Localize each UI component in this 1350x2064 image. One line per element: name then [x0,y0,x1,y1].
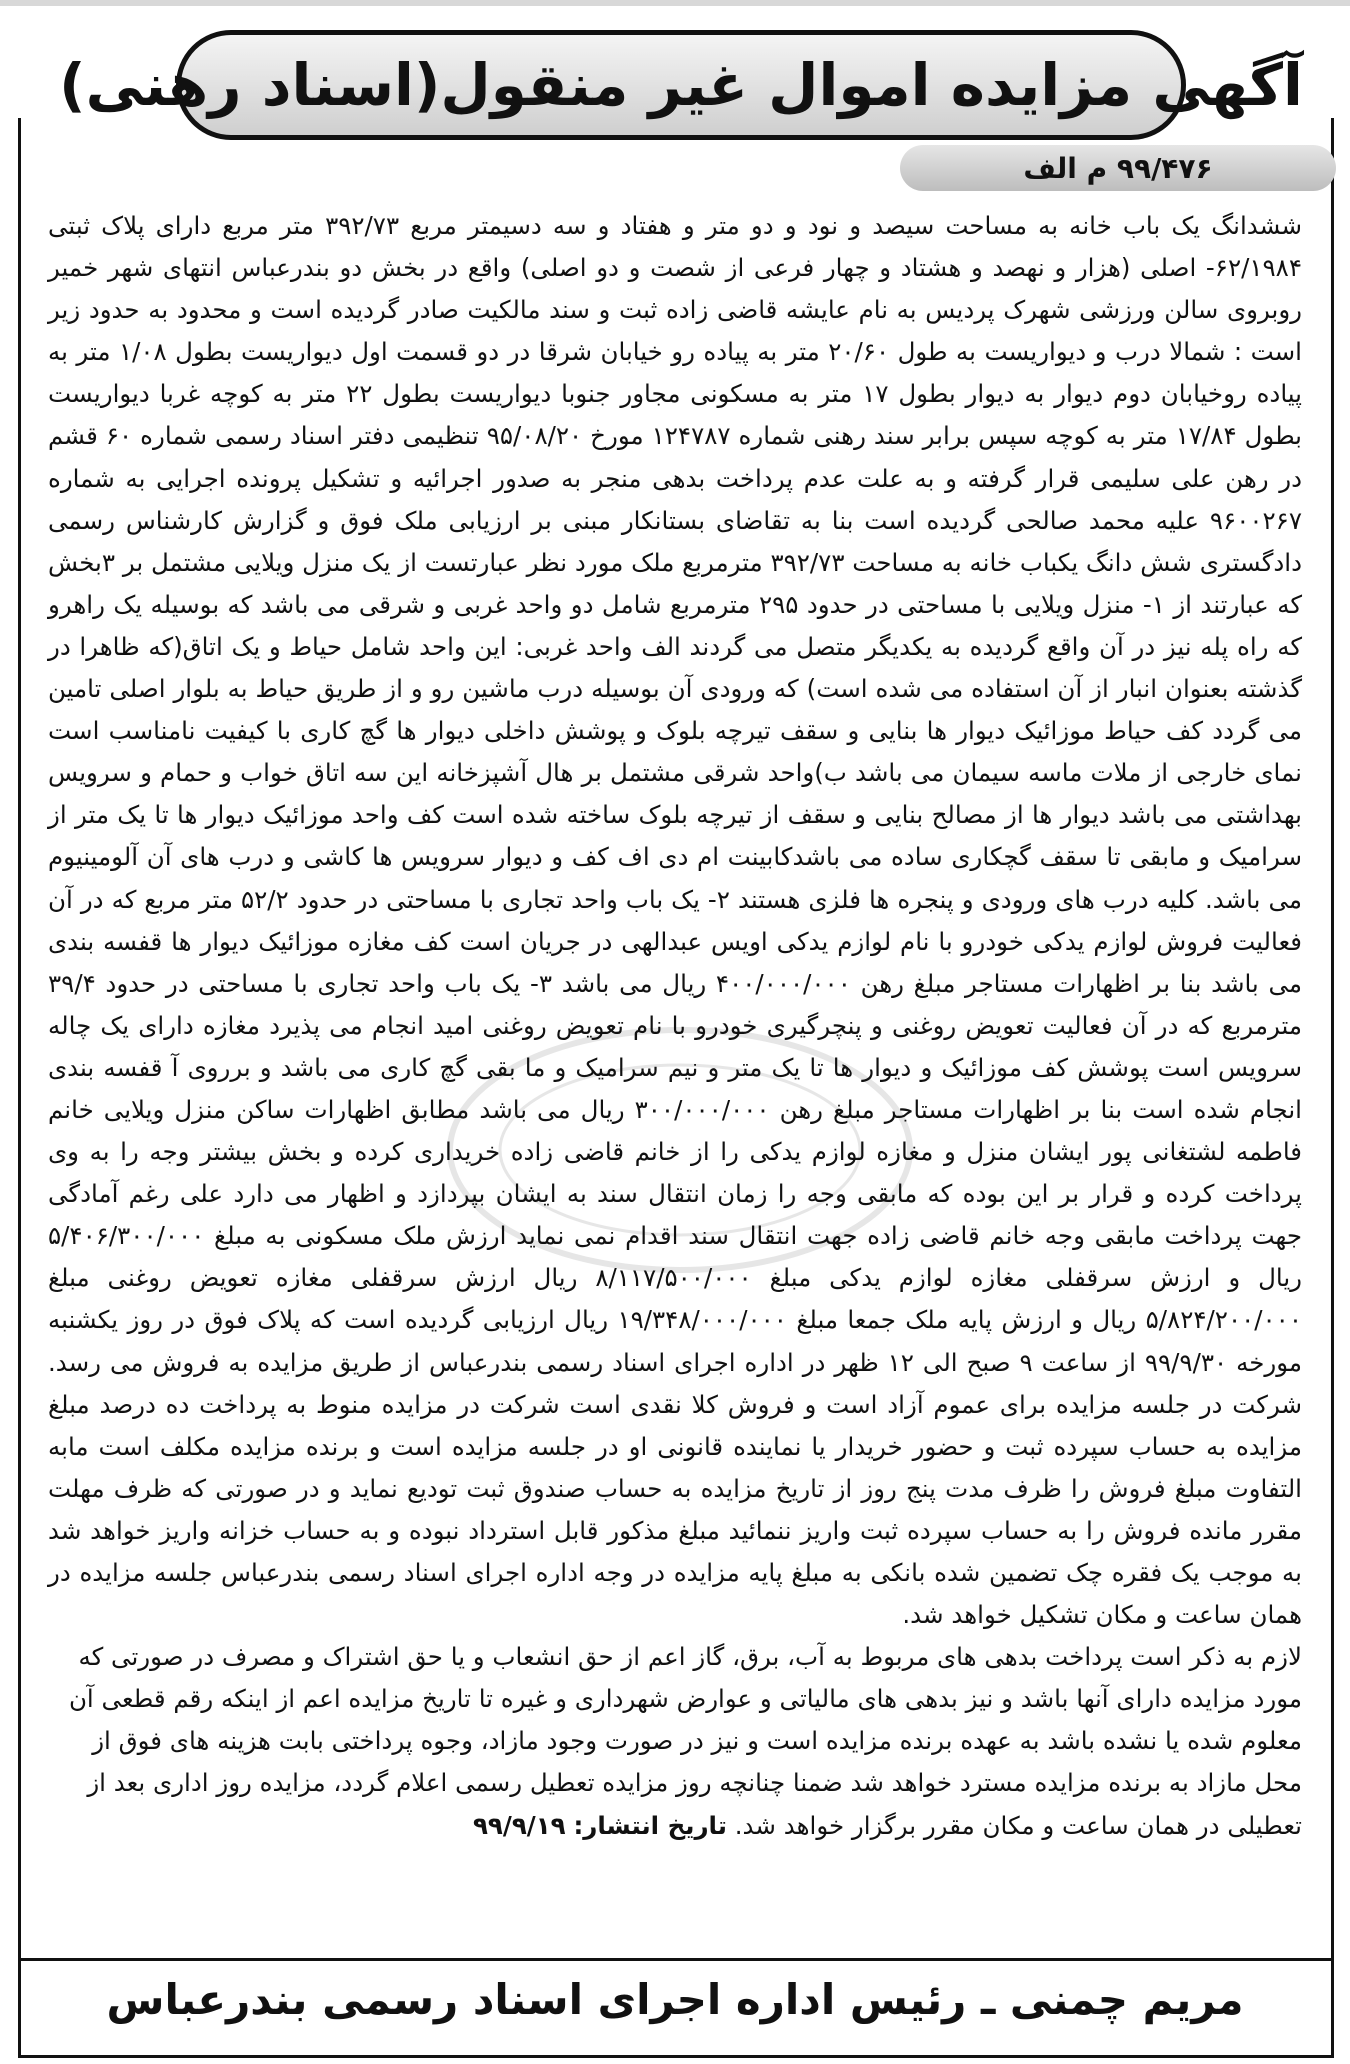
top-rule [0,0,1350,6]
signature-line: مریم چمنی ـ رئیس اداره اجرای اسناد رسمی بندرعباس [106,1975,1244,2024]
title-banner [59,30,1303,140]
publication-date-label: تاریخ انتشار: [573,1810,727,1840]
notice-paragraph-main: ششدانگ یک باب خانه به مساحت سیصد و نود و دو متر و هفتاد و سه دسیمتر مربع ۳۹۲/۷۳ متر مربع دارای پلاک ثبتی ۶۲/۱۹۸۴- اصلی (هزار و نهصد و هشتاد و چهار فرعی از شصت و دو اصلی) واقع در بخش دو بندرعباس انتهای شهر خمیر روبروی سالن ورزشی شهرک پردیس به نام عایشه قاضی زاده ثبت و سند مالکیت صادر گردیده است و محدود به حدود زیر است : شمالا درب و دیواریست به طول ۲۰/۶۰ متر به پیاده رو خیابان شرقا در دو قسمت اول دیواریست بطول ۱/۰۸ متر به پیاده روخیابان دوم دیوار به دیوار بطول ۱۷ متر به مسکونی مجاور جنوبا دیواریست بطول ۲۲ متر به کوچه غربا دیواریست بطول ۱۷/۸۴ متر به کوچه سپس برابر سند رهنی شماره ۱۲۴۷۸۷ مورخ ۹۵/۰۸/۲۰ تنظیمی دفتر اسناد رسمی شماره ۶۰ قشم در رهن علی سلیمی قرار گرفته و به علت عدم پرداخت بدهی منجر به صدور اجرائیه و تشکیل پرونده اجرایی به شماره ۹۶۰۰۲۶۷ علیه محمد صالحی گردیده است بنا به تقاضای بستانکار مبنی بر ارزیابی ملک فوق و گزارش کارشناس رسمی دادگستری شش دانگ یکباب خانه به مساحت ۳۹۲/۷۳ مترمربع ملک مورد نظر عبارتست از یک منزل ویلایی مشتمل بر ۳بخش که عبارتند از ۱- منزل ویلایی با مساحتی در حدود ۲۹۵ مترمربع شامل دو واحد غربی و شرقی می باشد که بوسیله یک راهرو که راه پله نیز در آن واقع گردیده به یکدیگر متصل می گردند الف واحد غربی: این واحد شامل حیاط و یک اتاق(که ظاهرا در گذشته بعنوان انبار از آن استفاده می شده است) که ورودی آن بوسیله درب ماشین رو و از طریق حیاط به بلوار اصلی تامین می گردد کف حیاط موزائیک دیوار ها بنایی و سقف تیرچه بلوک و پوشش داخلی دیوار ها گچ کاری با کیفیت نامناسب است نمای خارجی از ملات ماسه سیمان می باشد ب)واحد شرقی مشتمل بر هال آشپزخانه این سه اتاق خواب و حمام و سرویس بهداشتی می باشد دیوار ها از مصالح بنایی و سقف از تیرچه بلوک ساخته شده است کف واحد موزائیک دیوار ها تا یک متر از سرامیک و مابقی تا سقف گچکاری ساده می باشدکابینت ام دی اف کف و دیوار سرویس ها کاشی و درب های آن آلومینیوم می باشد. کلیه درب های ورودی و پنجره ها فلزی هستند ۲- یک باب واحد تجاری با مساحتی در حدود ۵۲/۲ متر مربع که در آن فعالیت فروش لوازم یدکی خودرو با نام لوازم یدکی اویس عبدالهی در جریان است کف مغازه موزائیک دیوار ها قفسه بندی می باشد بنا بر اظهارات مستاجر مبلغ رهن ۴۰۰/۰۰۰/۰۰۰ ریال می باشد ۳- یک باب واحد تجاری با مساحتی در حدود ۳۹/۴ مترمربع که در آن فعالیت تعویض روغنی و پنچرگیری خودرو با نام تعویض روغنی امید انجام می پذیرد مغازه دارای یک چاله سرویس است پوشش کف موزائیک و دیوار ها تا یک متر و نیم سرامیک و ما بقی گچ کاری می باشد و برروی آ قفسه بندی انجام شده است بنا بر اظهارات مستاجر مبلغ رهن ۳۰۰/۰۰۰/۰۰۰ ریال می باشد مطابق اظهارات ساکن منزل ویلایی خانم فاطمه لشتغانی پور ایشان منزل و مغازه لوازم یدکی را از خانم قاضی زاده خریداری کرده و بخش بیشتر وجه را به وی پرداخت کرده و قرار بر این بوده که مابقی وجه را زمان انتقال سند به ایشان بپردازد و اظهار می دارد علی رغم آمادگی جهت پرداخت مابقی وجه خانم قاضی زاده جهت انتقال سند اقدام نمی نماید ارزش ملک مسکونی به مبلغ ۵/۴۰۶/۳۰۰/۰۰۰ ریال و ارزش سرقفلی مغازه لوازم یدکی مبلغ ۸/۱۱۷/۵۰۰/۰۰۰ ریال ارزش سرقفلی مغازه تعویض روغنی مبلغ ۵/۸۲۴/۲۰۰/۰۰۰ ریال و ارزش پایه ملک جمعا مبلغ ۱۹/۳۴۸/۰۰۰/۰۰۰ ریال ارزیابی گردیده است که پلاک فوق در روز یکشنبه مورخه ۹۹/۹/۳۰ از ساعت ۹ صبح الی ۱۲ ظهر در اداره اجرای اسناد رسمی بندرعباس از طریق مزایده به فروش می رسد. شرکت در جلسه مزایده برای عموم آزاد است و فروش کلا نقدی است شرکت در مزایده منوط به پرداخت ده درصد مبلغ مزایده به حساب سپرده ثبت و حضور خریدار یا نماینده قانونی او در جلسه مزایده است و برنده مزایده مکلف است مابه التفاوت مبلغ فروش را ظرف مدت پنج روز از تاریخ مزایده به حساب صندوق ثبت تودیع نماید و در صورتی که ظرف مهلت مقرر مانده فروش را به حساب سپرده ثبت واریز ننمائید مبلغ مذکور قابل استرداد نبوده و به حساب خزانه واریز خواهد شد به موجب یک فقره چک تضمین شده بانکی به مبلغ پایه مزایده در وجه اداره اجرای اسناد رسمی بندرعباس جلسه مزایده در همان ساعت و مکان تشکیل خواهد شد. [48,211,1302,1630]
conditions-text: لازم به ذکر است پرداخت بدهی های مربوط به آب، برق، گاز اعم از حق انشعاب و یا حق اشتراک و مصرف در صورتی که مورد مزایده دارای آنها باشد و نیز بدهی های مالیاتی و عوارض شهرداری و غیره تا تاریخ مزایده اعم از اینکه رقم قطعی آن معلوم شده یا نشده باشد به عهده برنده مزایده است و نیز در صورت وجود مازاد، وجوه پرداختی بابت هزینه های فوق از محل مازاد به برنده مزایده مسترد خواهد شد ضمنا چنانچه روز مزایده تعطیل رسمی اعلام گردد، مزایده روز اداری بعد از تعطیلی در همان ساعت و مکان مقرر برگزار خواهد شد. [68,1642,1302,1840]
notice-body [48,205,1302,1847]
notice-paragraph-conditions [48,1636,1302,1846]
notice-title: آگهی مزایده اموال غیر منقول(اسناد رهنی) [59,51,1303,119]
reference-number: ۹۹/۴۷۶ م الف [1023,151,1213,185]
reference-badge [900,145,1336,191]
publication-date: ۹۹/۹/۱۹ [472,1810,566,1840]
footer-divider [18,1958,1334,1961]
